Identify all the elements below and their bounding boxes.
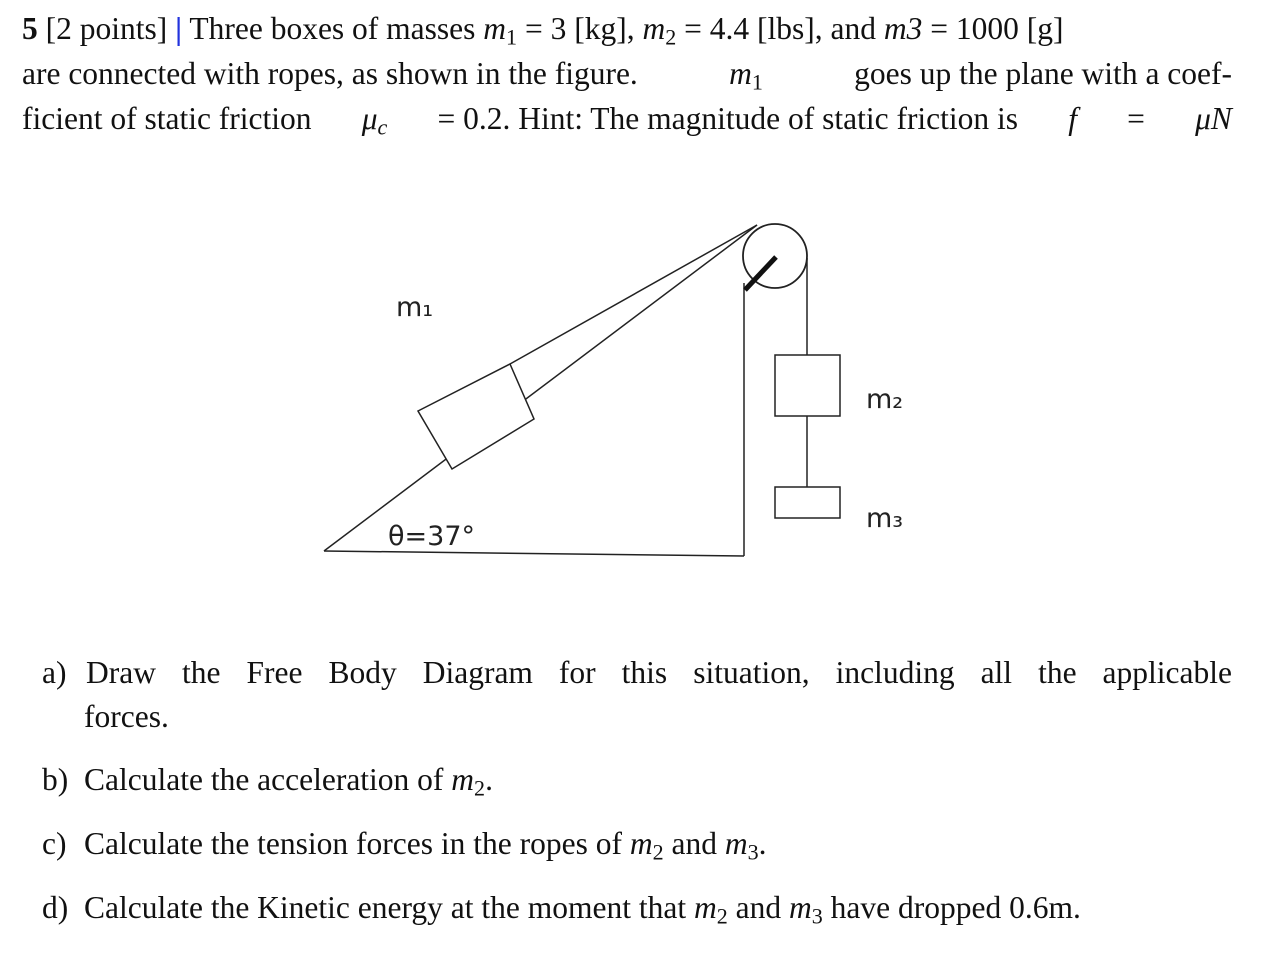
question-b-end: . <box>485 762 493 797</box>
mu-subscript: c <box>377 114 388 140</box>
mu-n-symbol: μN <box>1195 101 1232 136</box>
friction-symbol: f <box>1068 101 1077 136</box>
question-b-label: b) <box>42 762 69 797</box>
mass-m1-subscript: 1 <box>506 24 518 50</box>
question-c-text: Calculate the tension forces in the ropes of <box>84 826 622 861</box>
label-m2: m₂ <box>866 384 904 415</box>
question-c <box>42 822 1232 866</box>
question-a-text-cont: forces. <box>84 699 169 734</box>
question-c-sub3: 3 <box>747 839 759 865</box>
question-a-label: a) <box>42 655 67 690</box>
problem-number: 5 <box>22 11 38 46</box>
question-b-sub: 2 <box>474 775 486 801</box>
question-b-m: m <box>451 762 475 797</box>
question-c-end: . <box>758 826 767 861</box>
mass-m2-subscript: 2 <box>665 24 677 50</box>
mass-m1-symbol: m <box>483 11 507 46</box>
mass-m2-value: = 4.4 [lbs], and <box>684 11 876 46</box>
question-d-end: have dropped 0.6m. <box>830 890 1081 925</box>
problem-line-3-text: ficient of static friction <box>22 101 312 136</box>
mass-m3-symbol: m3 <box>883 11 923 46</box>
ground-line <box>324 551 744 556</box>
line2-m1-symbol: m <box>729 56 752 91</box>
question-d-text: Calculate the Kinetic energy at the moment that <box>84 890 687 925</box>
problem-points: [2 points] <box>45 11 168 46</box>
mu-symbol: μ <box>361 101 378 136</box>
angle-label: θ=37° <box>388 521 475 552</box>
question-c-m3: m <box>724 826 748 861</box>
question-d <box>42 886 1232 930</box>
box-m2 <box>775 355 840 416</box>
problem-line-2-text: are connected with ropes, as shown in the figure. <box>22 56 638 91</box>
question-b <box>42 758 1232 802</box>
box-m1 <box>418 364 534 469</box>
question-d-m2: m <box>693 890 717 925</box>
question-c-sub2: 2 <box>652 839 664 865</box>
question-c-label: c) <box>42 826 67 861</box>
question-d-m3: m <box>788 890 812 925</box>
equals-sign: = <box>1127 101 1145 136</box>
question-b-text: Calculate the acceleration of <box>84 762 444 797</box>
problem-separator: | <box>175 11 183 46</box>
incline-surface <box>324 225 757 551</box>
question-d-sub3: 3 <box>811 903 823 929</box>
problem-line-3-hint: = 0.2. Hint: The magnitude of static friction is <box>437 101 1019 136</box>
question-d-label: d) <box>42 890 69 925</box>
label-m3: m₃ <box>866 503 904 534</box>
question-c-and: and <box>671 826 717 861</box>
problem-line-2-end: goes up the plane with a coef- <box>854 56 1232 91</box>
label-m1: m₁ <box>396 292 434 323</box>
mass-m2-symbol: m <box>642 11 666 46</box>
mass-m1-value: = 3 [kg], <box>524 11 635 46</box>
question-a <box>42 651 1232 739</box>
problem-intro: Three boxes of masses <box>189 11 476 46</box>
question-d-and: and <box>735 890 782 925</box>
line2-m1-subscript: 1 <box>751 69 763 95</box>
mass-m3-value: = 1000 [g] <box>930 11 1064 46</box>
question-a-text: Draw the Free Body Diagram for this situation, including all the applicable <box>86 655 1232 690</box>
question-c-m2: m <box>629 826 653 861</box>
question-d-sub2: 2 <box>716 903 728 929</box>
box-m3 <box>775 487 840 518</box>
rope-m1 <box>510 225 757 364</box>
